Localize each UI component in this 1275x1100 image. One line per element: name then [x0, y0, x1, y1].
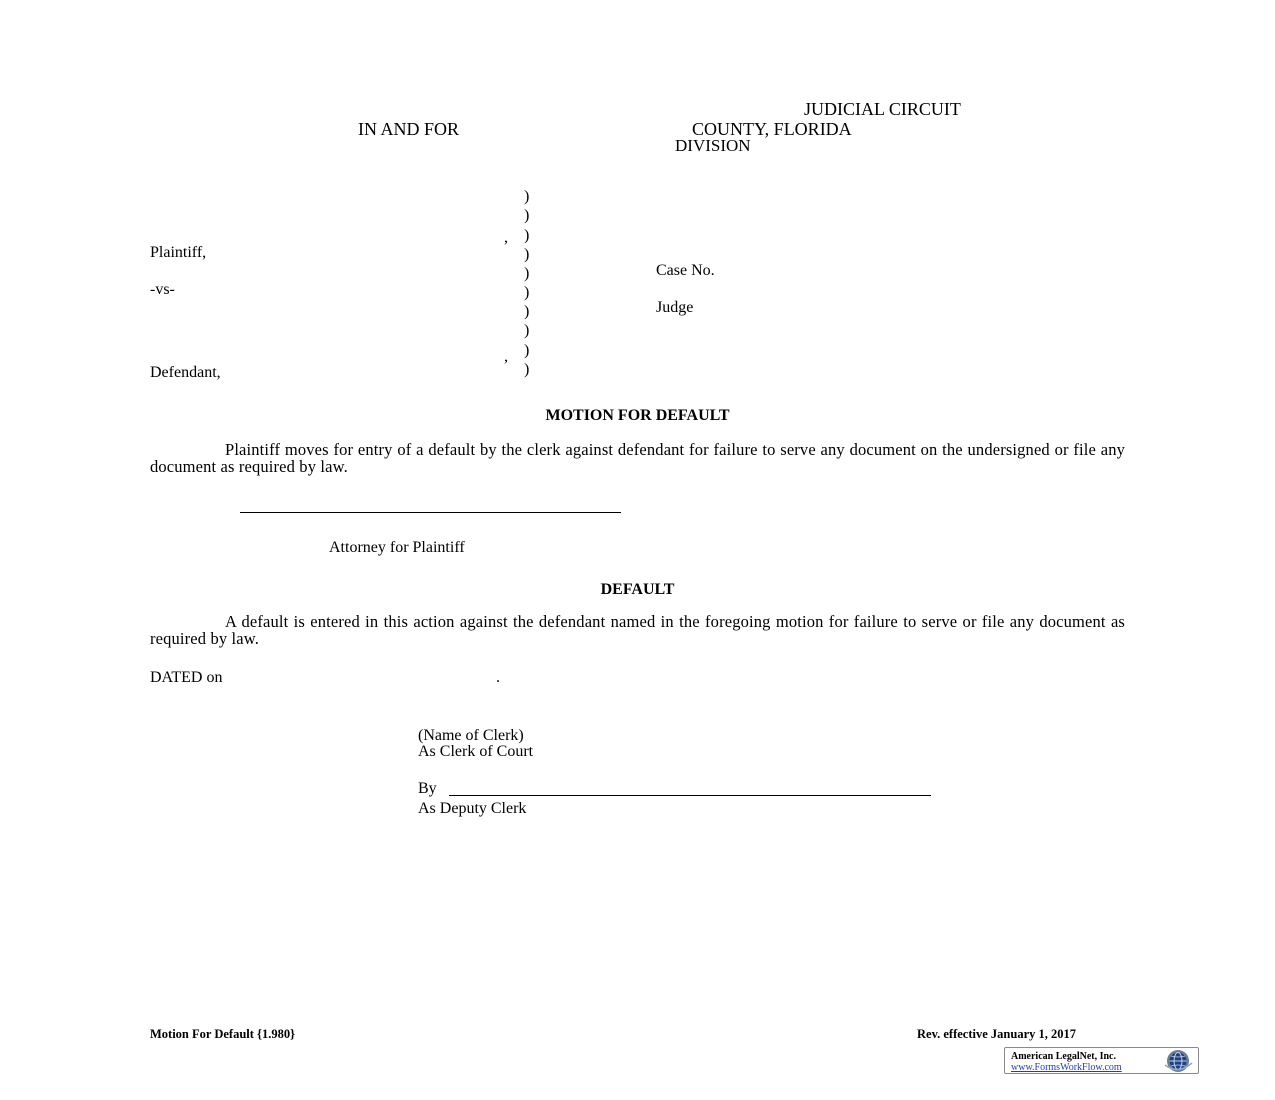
default-body: A default is entered in this action against the defendant named in the foregoing motion for failure to serve or file any document as required by law.	[150, 612, 1125, 648]
badge-website-link[interactable]: www.FormsWorkFlow.com	[1011, 1062, 1122, 1073]
motion-body: Plaintiff moves for entry of a default by the clerk against defendant for failure to serve any document on the undersigned or file any document as required by law.	[150, 440, 1125, 476]
defendant-name-comma: ,	[504, 348, 508, 365]
division-label: DIVISION	[675, 136, 751, 155]
clerk-title-label: As Clerk of Court	[418, 743, 534, 760]
dated-period: .	[496, 669, 500, 686]
by-label: By	[418, 780, 437, 797]
vs-label: -vs-	[150, 281, 175, 298]
caption-paren: )	[524, 265, 530, 282]
caption-paren: )	[524, 284, 530, 301]
american-legalnet-badge[interactable]	[1004, 1047, 1199, 1074]
plaintiff-label: Plaintiff,	[150, 244, 207, 261]
motion-title: MOTION FOR DEFAULT	[545, 407, 730, 424]
deputy-clerk-label: As Deputy Clerk	[418, 800, 527, 817]
defendant-label: Defendant,	[150, 364, 221, 381]
caption-paren: )	[524, 322, 530, 339]
caption-paren: )	[524, 227, 530, 244]
footer-form-name: Motion For Default {1.980}	[150, 1027, 296, 1041]
dated-label: DATED on	[150, 669, 223, 686]
in-and-for-label: IN AND FOR	[358, 119, 460, 139]
deputy-signature-line	[449, 795, 931, 796]
judicial-circuit-label: JUDICIAL CIRCUIT	[804, 99, 961, 119]
caption-paren: )	[524, 361, 530, 378]
judge-label: Judge	[656, 299, 694, 316]
case-number-label: Case No.	[656, 262, 715, 279]
caption-paren: )	[524, 303, 530, 320]
caption-paren: )	[524, 342, 530, 359]
attorney-label: Attorney for Plaintiff	[329, 539, 465, 556]
default-title: DEFAULT	[600, 581, 675, 598]
attorney-signature-line	[240, 512, 621, 513]
caption-paren: )	[524, 246, 530, 263]
caption-paren: )	[524, 207, 530, 224]
county-florida-label: COUNTY, FLORIDA	[692, 119, 852, 139]
globe-logo-icon	[1161, 1049, 1195, 1073]
caption-paren: )	[524, 188, 530, 205]
plaintiff-name-comma: ,	[504, 229, 508, 246]
footer-revision: Rev. effective January 1, 2017	[917, 1027, 1076, 1041]
clerk-name-label: (Name of Clerk)	[418, 727, 524, 744]
badge-company: American LegalNet, Inc.	[1011, 1051, 1116, 1062]
